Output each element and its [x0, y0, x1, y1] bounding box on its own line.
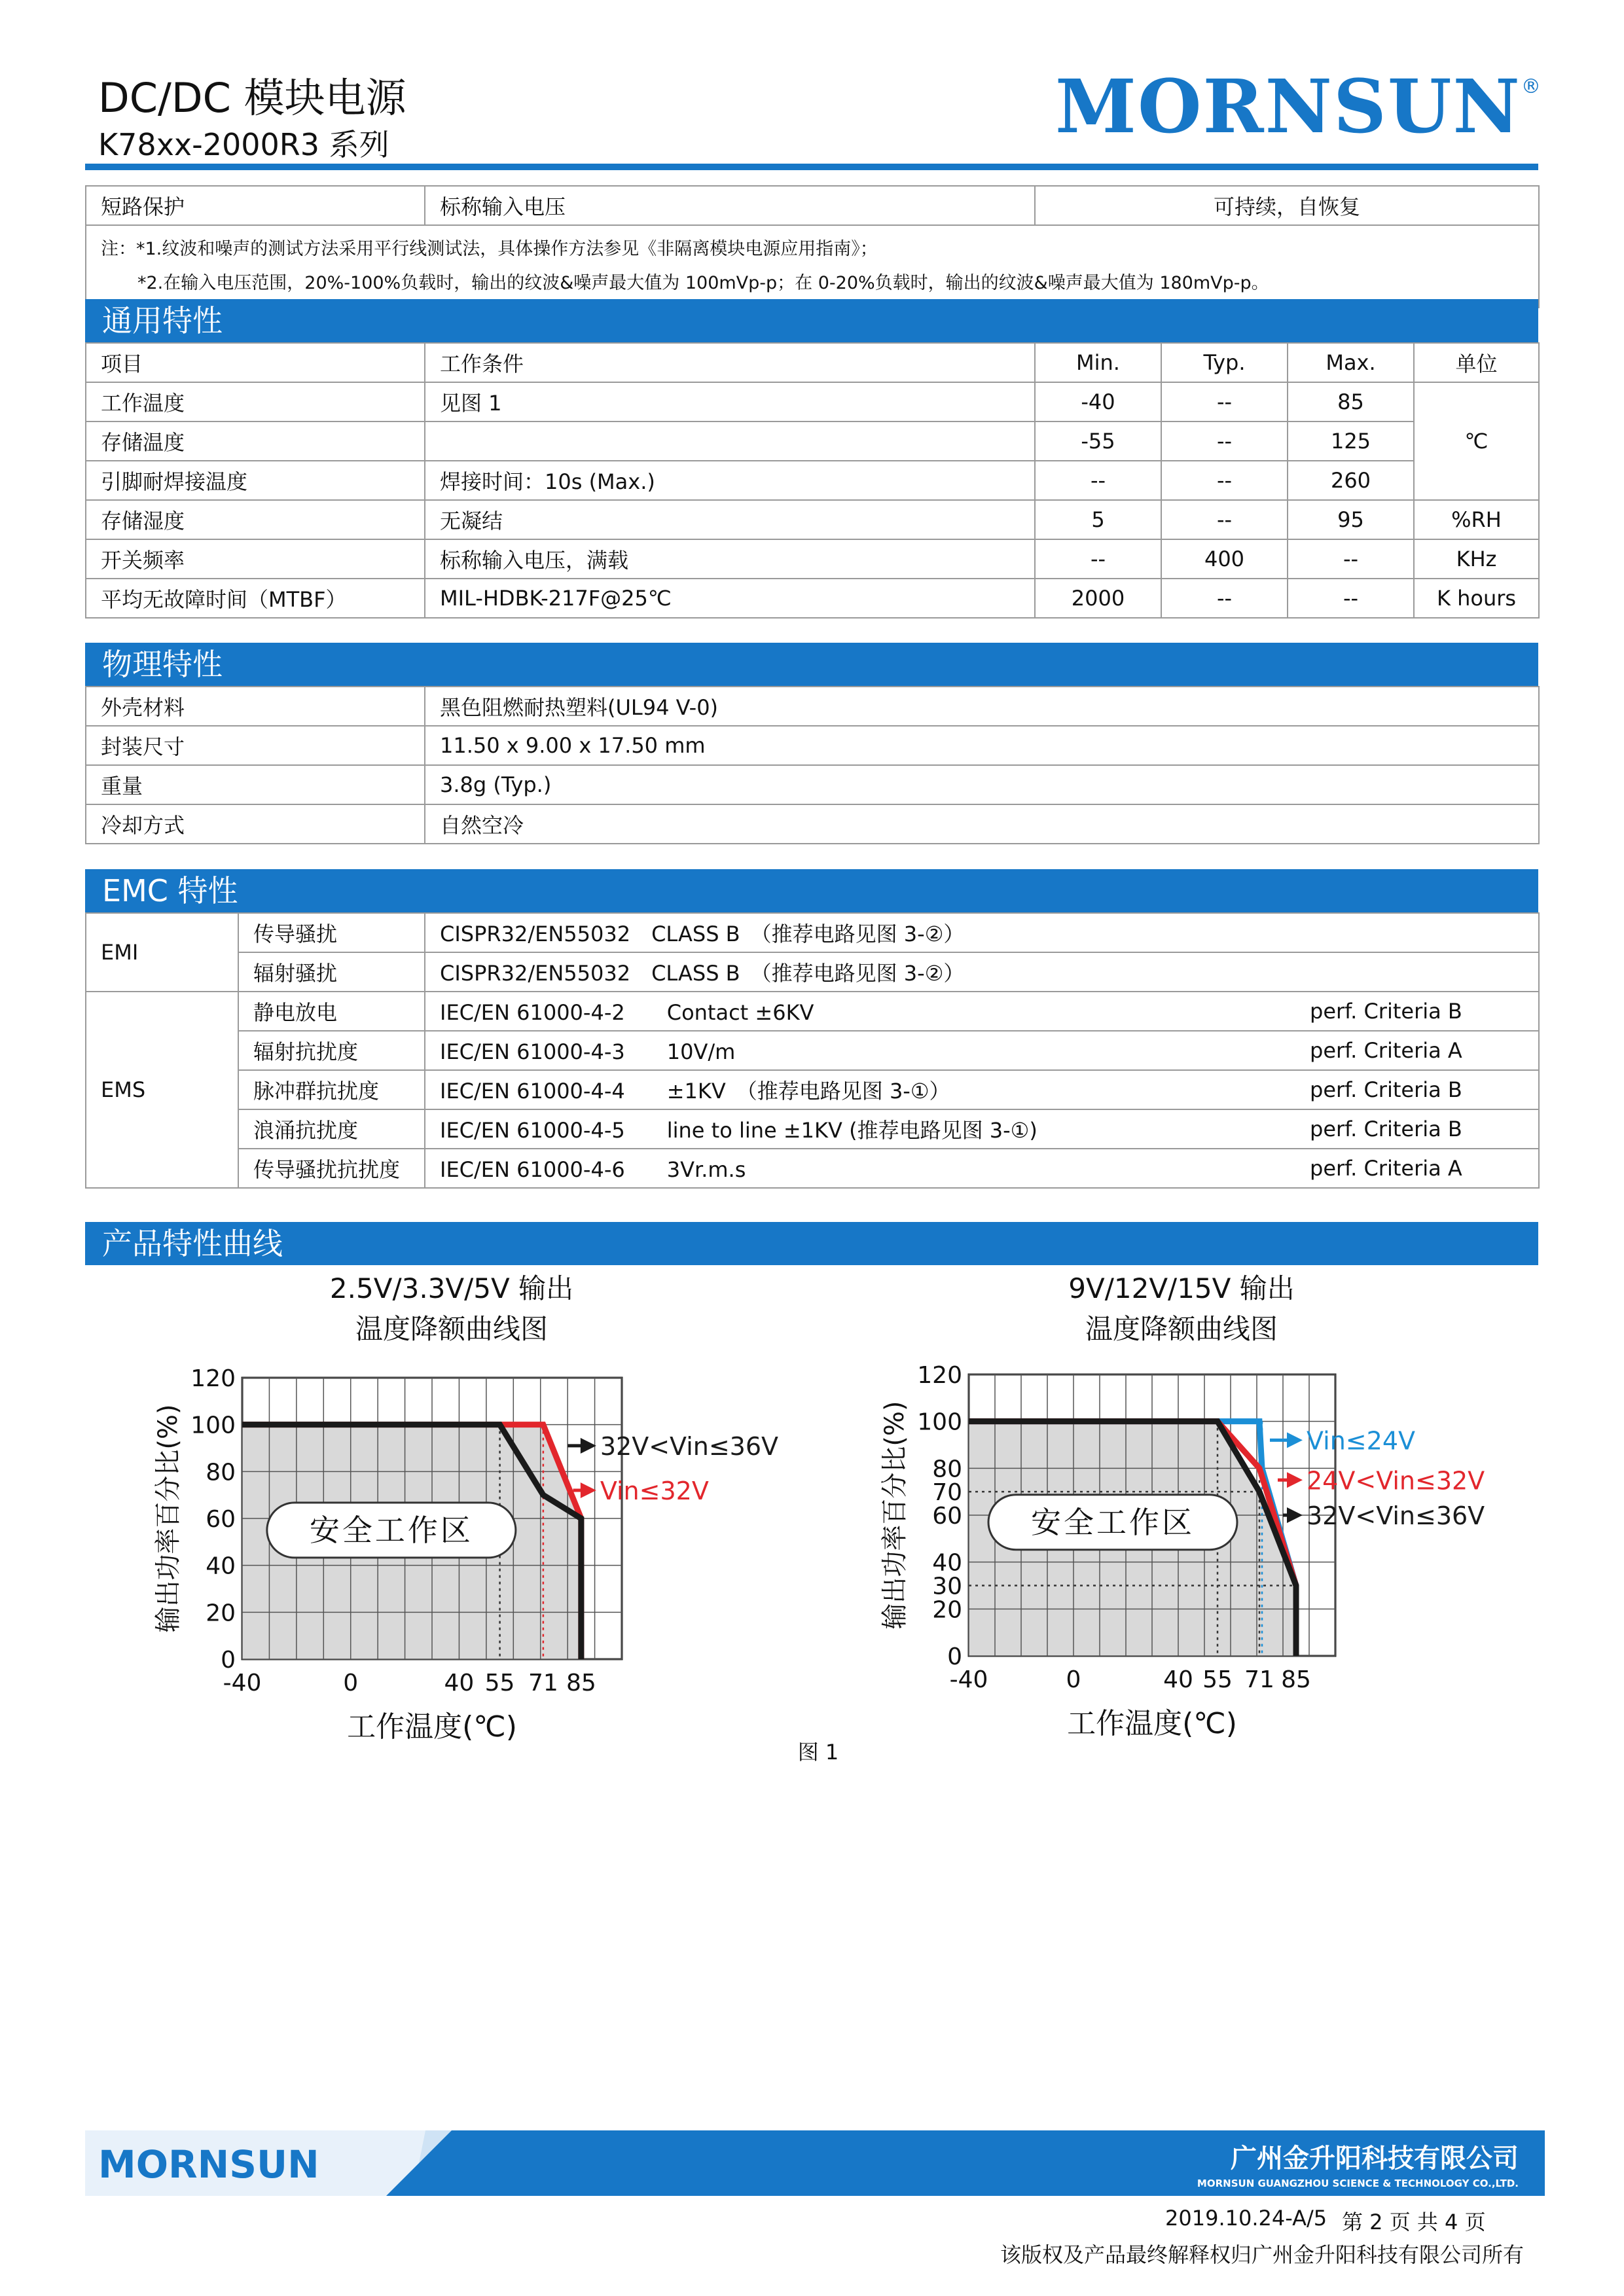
column-header: 工作条件 — [425, 343, 1035, 382]
short-circuit-table — [85, 185, 1540, 308]
table-row — [86, 1149, 1539, 1188]
table-cell: 95 — [1288, 500, 1414, 539]
table-cell: perf. Criteria B — [1295, 1109, 1539, 1149]
x-axis-label: 工作温度(℃) — [1067, 1707, 1237, 1740]
document-title: DC/DC 模块电源 — [98, 74, 406, 122]
table-cell: IEC/EN 61000-4-2 Contact ±6KV — [425, 992, 1295, 1031]
table-cell: 外壳材料 — [86, 687, 425, 726]
table-cell: 开关频率 — [86, 539, 425, 579]
y-axis-label: 输出功率百分比(%) — [880, 1401, 910, 1630]
table-cell: 标称输入电压 — [425, 186, 1035, 225]
table-cell: 黑色阻燃耐热塑料(UL94 V-0) — [425, 687, 1539, 726]
table-cell: 存储湿度 — [86, 500, 425, 539]
table-cell — [1295, 913, 1539, 952]
y-tick-label: 100 — [917, 1408, 962, 1436]
table-cell: 标称输入电压，满载 — [425, 539, 1035, 579]
y-tick-label: 60 — [206, 1506, 236, 1533]
y-tick-label: 30 — [932, 1573, 962, 1600]
physical-table — [85, 686, 1540, 844]
footer-band — [85, 2130, 1545, 2196]
x-tick-label: 55 — [1202, 1666, 1233, 1693]
table-cell: 辐射抗扰度 — [238, 1031, 425, 1070]
table-row — [86, 1031, 1539, 1070]
section-curves-title: 产品特性曲线 — [85, 1222, 1538, 1265]
table-cell: 封装尺寸 — [86, 726, 425, 765]
left-derating-chart — [151, 1361, 779, 1748]
table-cell: 静电放电 — [238, 992, 425, 1031]
emi-group-label: EMI — [86, 913, 238, 992]
table-cell: 5 — [1035, 500, 1161, 539]
table-cell: MIL-HDBK-217F@25℃ — [425, 579, 1035, 618]
table-cell: -- — [1288, 579, 1414, 618]
unit-cell: K hours — [1414, 579, 1539, 618]
emc-table — [85, 912, 1540, 1189]
table-cell: 可持续，自恢复 — [1035, 186, 1539, 225]
unit-cell: %RH — [1414, 500, 1539, 539]
table-cell — [1295, 952, 1539, 992]
y-tick-label: 70 — [932, 1479, 962, 1507]
table-cell: IEC/EN 61000-4-4 ±1KV （推荐电路见图 3-①） — [425, 1070, 1295, 1109]
table-cell: -- — [1161, 579, 1288, 618]
notes-cell — [86, 225, 1539, 308]
table-cell: CISPR32/EN55032 CLASS B （推荐电路见图 3-②） — [425, 952, 1295, 992]
table-cell: 脉冲群抗扰度 — [238, 1070, 425, 1109]
left-chart-heading — [190, 1268, 713, 1350]
table-row — [86, 422, 1539, 461]
table-cell: -- — [1161, 422, 1288, 461]
table-cell: perf. Criteria B — [1295, 1070, 1539, 1109]
table-cell: -- — [1161, 461, 1288, 500]
y-tick-label: 60 — [932, 1503, 962, 1530]
table-row — [86, 500, 1539, 539]
footer-page-number: 第 2 页 共 4 页 — [1342, 2210, 1486, 2234]
registered-mark: ® — [1521, 75, 1542, 98]
column-header: Max. — [1288, 343, 1414, 382]
y-tick-label: 100 — [190, 1412, 236, 1439]
y-tick-label: 20 — [932, 1596, 962, 1624]
table-cell: IEC/EN 61000-4-3 10V/m — [425, 1031, 1295, 1070]
unit-cell: KHz — [1414, 539, 1539, 579]
table-cell — [425, 422, 1035, 461]
table-row — [86, 579, 1539, 618]
x-tick-label: -40 — [223, 1670, 262, 1696]
table-cell: 平均无故障时间（MTBF） — [86, 579, 425, 618]
section-emc-title: EMC 特性 — [85, 869, 1538, 912]
table-row — [86, 382, 1539, 422]
y-tick-label: 40 — [932, 1549, 962, 1577]
table-cell: IEC/EN 61000-4-6 3Vr.m.s — [425, 1149, 1295, 1188]
x-tick-label: 0 — [1066, 1666, 1081, 1693]
x-tick-label: 85 — [1281, 1666, 1311, 1693]
footer-date: 2019.10.24-A/5 — [1165, 2206, 1327, 2231]
y-tick-label: 20 — [206, 1600, 236, 1627]
footer-logo: MORNSUN — [98, 2142, 319, 2187]
table-cell: 见图 1 — [425, 382, 1035, 422]
table-cell: 浪涌抗扰度 — [238, 1109, 425, 1149]
column-header: Min. — [1035, 343, 1161, 382]
left-chart-title: 温度降额曲线图 — [355, 1313, 548, 1345]
table-cell: 辐射骚扰 — [238, 952, 425, 992]
table-cell: 无凝结 — [425, 500, 1035, 539]
table-cell: 11.50 x 9.00 x 17.50 mm — [425, 726, 1539, 765]
brand-logo: MORNSUN® — [1055, 64, 1542, 150]
y-tick-label: 0 — [221, 1647, 236, 1674]
table-cell: -- — [1035, 461, 1161, 500]
right-derating-chart — [877, 1358, 1532, 1744]
table-cell: 引脚耐焊接温度 — [86, 461, 425, 500]
table-cell: IEC/EN 61000-4-5 line to line ±1KV (推荐电路见图 3-①) — [425, 1109, 1295, 1149]
header-rule — [85, 164, 1538, 170]
unit-cell: ℃ — [1414, 382, 1539, 500]
table-row — [86, 1070, 1539, 1109]
table-cell: 传导骚扰抗扰度 — [238, 1149, 425, 1188]
table-cell: 存储温度 — [86, 422, 425, 461]
x-tick-label: 55 — [484, 1670, 515, 1696]
note-1: 注：*1.纹波和噪声的测试方法采用平行线测试法，具体操作方法参见《非隔离模块电源应用指南》； — [101, 239, 878, 259]
column-header: 单位 — [1414, 343, 1539, 382]
general-table — [85, 342, 1540, 619]
table-row — [86, 687, 1539, 726]
x-tick-label: 0 — [343, 1670, 359, 1696]
table-cell: 自然空冷 — [425, 804, 1539, 844]
table-row — [86, 804, 1539, 844]
table-cell: 3.8g (Typ.) — [425, 765, 1539, 804]
table-cell: 重量 — [86, 765, 425, 804]
y-axis-label: 输出功率百分比(%) — [153, 1404, 183, 1633]
legend-label: Vin≤32V — [600, 1477, 709, 1505]
figure-label: 图 1 — [797, 1740, 839, 1765]
table-cell: 短路保护 — [86, 186, 425, 225]
legend-label: 32V<Vin≤36V — [1307, 1501, 1485, 1530]
footer-copyright: 该版权及产品最终解释权归广州金升阳科技有限公司所有 — [1000, 2242, 1525, 2267]
column-header: 项目 — [86, 343, 425, 382]
table-cell: -- — [1161, 500, 1288, 539]
note-2: *2.在输入电压范围，20%-100%负载时，输出的纹波&噪声最大值为 100mVp-p；在 0-20%负载时，输出的纹波&噪声最大值为 180mVp-p。 — [137, 273, 1269, 293]
left-chart-output: 2.5V/3.3V/5V 输出 — [329, 1272, 574, 1304]
x-axis-label: 工作温度(℃) — [347, 1710, 517, 1744]
safe-zone-label: 安全工作区 — [309, 1512, 473, 1548]
table-cell: 焊接时间：10s (Max.) — [425, 461, 1035, 500]
column-header: Typ. — [1161, 343, 1288, 382]
x-tick-label: 71 — [528, 1670, 558, 1696]
legend-label: 24V<Vin≤32V — [1307, 1466, 1485, 1496]
x-tick-label: 71 — [1244, 1666, 1274, 1693]
table-cell: perf. Criteria A — [1295, 1031, 1539, 1070]
table-cell: CISPR32/EN55032 CLASS B （推荐电路见图 3-②） — [425, 913, 1295, 952]
table-cell: -- — [1288, 539, 1414, 579]
x-tick-label: 40 — [1163, 1666, 1193, 1693]
x-tick-label: 85 — [566, 1670, 596, 1696]
y-tick-label: 0 — [947, 1643, 962, 1670]
section-general-title: 通用特性 — [85, 299, 1538, 342]
safe-zone-label: 安全工作区 — [1031, 1504, 1195, 1540]
y-tick-label: 80 — [932, 1456, 962, 1483]
table-cell: -- — [1035, 539, 1161, 579]
table-cell: 传导骚扰 — [238, 913, 425, 952]
table-cell: perf. Criteria A — [1295, 1149, 1539, 1188]
x-tick-label: 40 — [444, 1670, 475, 1696]
table-row — [86, 539, 1539, 579]
footer-company-en: MORNSUN GUANGZHOU SCIENCE & TECHNOLOGY CO.,LTD. — [1197, 2178, 1519, 2189]
table-row — [86, 952, 1539, 992]
y-tick-label: 80 — [206, 1459, 236, 1486]
table-cell: 125 — [1288, 422, 1414, 461]
ems-group-label: EMS — [86, 992, 238, 1188]
table-cell: 260 — [1288, 461, 1414, 500]
table-cell: 85 — [1288, 382, 1414, 422]
document-subtitle: K78xx-2000R3 系列 — [98, 127, 389, 162]
right-chart-heading — [920, 1268, 1443, 1350]
table-header-row — [86, 343, 1539, 382]
table-row — [86, 1109, 1539, 1149]
table-row — [86, 913, 1539, 952]
y-tick-label: 120 — [917, 1362, 962, 1389]
table-cell: -55 — [1035, 422, 1161, 461]
table-cell: perf. Criteria B — [1295, 992, 1539, 1031]
y-tick-label: 120 — [190, 1365, 236, 1392]
table-cell: -- — [1161, 382, 1288, 422]
right-chart-title: 温度降额曲线图 — [1085, 1313, 1278, 1345]
footer-company-cn: 广州金升阳科技有限公司 — [1231, 2144, 1519, 2174]
right-chart-output: 9V/12V/15V 输出 — [1068, 1272, 1295, 1304]
table-cell: -40 — [1035, 382, 1161, 422]
table-row — [86, 186, 1539, 225]
table-row — [86, 765, 1539, 804]
y-tick-label: 40 — [206, 1552, 236, 1580]
table-cell: 冷却方式 — [86, 804, 425, 844]
table-cell: 400 — [1161, 539, 1288, 579]
table-row — [86, 461, 1539, 500]
table-row — [86, 726, 1539, 765]
legend-label: 32V<Vin≤36V — [600, 1431, 779, 1461]
section-physical-title: 物理特性 — [85, 643, 1538, 686]
table-cell: 2000 — [1035, 579, 1161, 618]
table-row — [86, 992, 1539, 1031]
table-cell: 工作温度 — [86, 382, 425, 422]
notes-row — [86, 225, 1539, 308]
x-tick-label: -40 — [949, 1666, 988, 1693]
legend-label: Vin≤24V — [1307, 1426, 1415, 1456]
